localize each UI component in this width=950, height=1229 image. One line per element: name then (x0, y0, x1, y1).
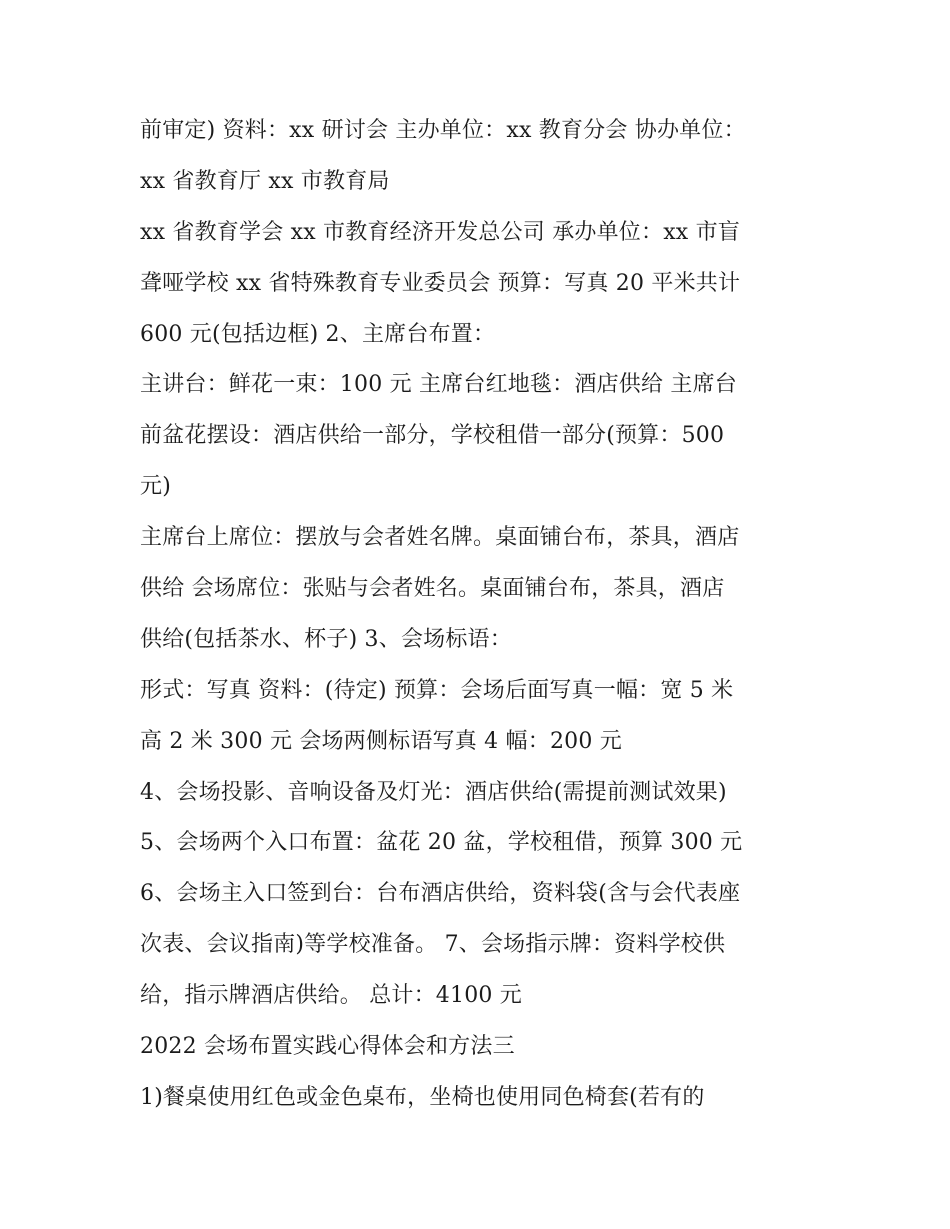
text-line: 主席台上席位：摆放与会者姓名牌。桌面铺台布，茶具，酒店 (140, 525, 740, 551)
text-line: 1)餐桌使用红色或金色桌布，坐椅也使用同色椅套(若有的 (140, 1084, 705, 1110)
text-line: 供给 会场席位：张贴与会者姓名。桌面铺台布，茶具，酒店 (140, 576, 725, 602)
body-text (140, 106, 830, 1124)
text-line: 供给(包括茶水、杯子) 3、会场标语： (140, 626, 512, 652)
text-line: 6、会场主入口签到台：台布酒店供给，资料袋(含与会代表座 (140, 881, 741, 907)
text-line: 形式：写真 资料：(待定) 预算：会场后面写真一幅：宽 5 米 (140, 677, 734, 703)
text-line: 聋哑学校 xx 省特殊教育专业委员会 预算：写真 20 平米共计 (140, 270, 741, 296)
text-line: 给，指示牌酒店供给。 总计：4100 元 (140, 983, 522, 1009)
text-line: 前审定) 资料：xx 研讨会 主办单位：xx 教育分会 协办单位： (140, 118, 746, 143)
text-line: 前盆花摆设：酒店供给一部分，学校租借一部分(预算：500 (140, 423, 725, 449)
text-line: 主讲台：鲜花一束：100 元 主席台红地毯：酒店供给 主席台 (140, 372, 737, 398)
text-line: 高 2 米 300 元 会场两侧标语写真 4 幅：200 元 (140, 728, 622, 754)
text-line: 次表、会议指南)等学校准备。 7、会场指示牌：资料学校供 (140, 932, 726, 958)
text-line: 600 元(包括边框) 2、主席台布置： (140, 321, 496, 347)
section-heading: 2022 会场布置实践心得体会和方法三 (140, 1034, 515, 1060)
text-line: 元) (140, 474, 171, 500)
text-line: 5、会场两个入口布置：盆花 20 盆，学校租借，预算 300 元 (140, 830, 743, 856)
text-line: xx 省教育厅 xx 市教育局 (140, 168, 390, 194)
text-line: 4、会场投影、音响设备及灯光：酒店供给(需提前测试效果) (140, 779, 727, 805)
text-line: xx 省教育学会 xx 市教育经济开发总公司 承办单位：xx 市盲 (140, 219, 741, 245)
